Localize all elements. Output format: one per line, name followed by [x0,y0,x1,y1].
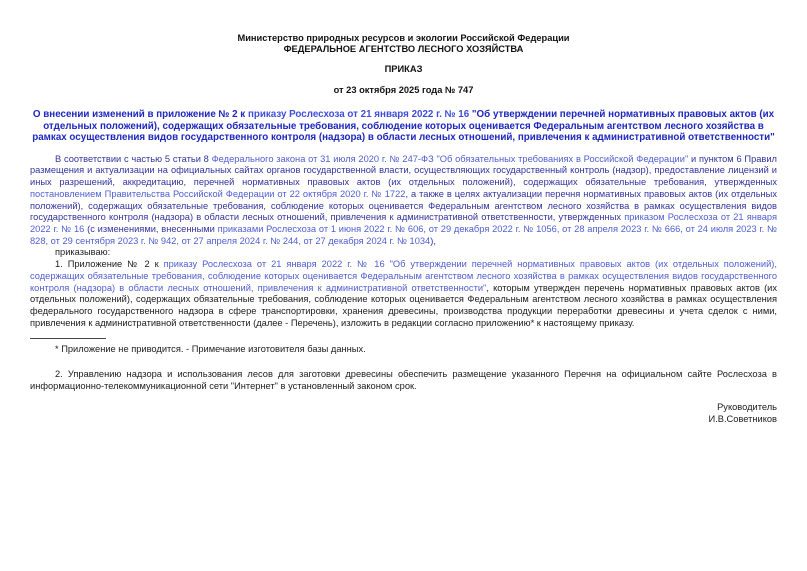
signature-position: Руководитель [717,402,777,413]
text-segment: приказываю: [55,247,111,258]
text-segment: Правил размещения и актуализации на официальных сайтах органов государственной власти, осуществляющих государственный контроль (надзор), предоставление лицензий и иных разрешений, аккредитацию, перечней нормативных правовых актов (их отдельных положений), содержащих обязательные требования, утвержденных [30,153,777,188]
text-segment: , а также в целях актуализации перечня нормативных правовых актов (их отдельных положений), содержащих обязательные требования, соблюдение которых оценивается Федеральным агентством лесного хозяйства в рамках осуществления видов государственного контроля (надзора) в области лесных отношений, привлечения к административной ответственности, утвержденных [30,188,778,223]
document-link[interactable]: приказу Рослесхоза от 21 января 2022 г. № 16 "Об утверждении перечней нормативных правовых актов (их отдельных положений), содержащих обязательные требования, соблюдение которых оценивается Федеральным агентством лесного хозяйства в рамках осуществления видов государственного контроля (надзора) в области лесных отношений, привлечения к административной ответственности" [30,259,777,293]
text-segment: 1. Приложение № 2 к [55,259,164,270]
text-segment: В соответствии с частью 5 статьи 8 [55,153,212,164]
ministry-name: Министерство природных ресурсов и экологии Российской Федерации [237,33,570,43]
text-segment: и пунктом 6 [688,153,745,164]
text-segment: 2. Управлению надзора и использования лесов для заготовки древесины обеспечить размещение указанного Перечня на официальном сайте Рослесхоза в информационно-телекоммуникационной сети "Интернет" в установленный законом срок. [30,369,777,391]
preamble-paragraph [30,154,777,248]
document-header [30,33,777,95]
text-segment: (с изменениями, внесенными [84,224,218,234]
document-link[interactable]: приказами Рослесхоза от 1 июня 2022 г. № 606, от 29 декабря 2022 г. № 1056, от 28 апреля 2023 г. № 666, от 24 июля 2023 г. № 828, от 29 сентября 2023 г. № 942, от 27 апреля 2024 г. № 244, от 27 декабря 2024 г. № 1034 [30,224,777,246]
document-date-number: от 23 октября 2025 года № 747 [333,84,474,95]
decree-word [30,247,777,259]
document-link[interactable]: Федерального закона от 31 июля 2020 г. № 247-ФЗ "Об обязательных требованиях в Российской Федерации" [211,153,689,164]
item-1-paragraph [30,259,777,329]
document-link[interactable]: приказом Рослесхоза от 21 января 2022 г. № 16 [30,212,778,234]
signature-block [30,402,777,425]
text-segment: "Об утверждении перечней нормативных правовых актов (их отдельных положений), содержащих обязательные требования, соблюдение которых оценивается Федеральным агентством лесного хозяйства в рамках осуществления видов государственного контроля (надзора) в области лесных отношений, привлечения к административной ответственности" [32,109,775,144]
text-segment: , которым утвержден перечень нормативных правовых актов (их отдельных положений), содержащих обязательные требования, соблюдение которых оценивается Федеральным агентством лесного хозяйства в рамках осуществления федерального государственного надзора в сфере транспортировки, хранения древесины, производства продукции переработки древесины и учета сделок с ними, привлечения к административной ответственности (далее - Перечень), изложить в редакции согласно приложению* к настоящему приказу. [30,282,778,328]
text-segment: ), [430,235,436,246]
document-link[interactable]: приказу Рослесхоза от 21 января 2022 г. № 16 [247,109,470,120]
document-link[interactable]: постановлением Правительства Российской Федерации от 22 октября 2020 г. № 1722 [30,188,406,199]
footnote-divider [30,338,106,339]
agency-name: ФЕДЕРАЛЬНОЕ АГЕНТСТВО ЛЕСНОГО ХОЗЯЙСТВА [283,43,524,54]
signature-name: И.В.Советников [708,414,777,425]
footnote-text: * Приложение не приводится. - Примечание изготовителя базы данных. [55,344,366,355]
document-title [30,109,777,144]
document-type: ПРИКАЗ [384,64,423,74]
item-2-paragraph [30,369,777,392]
document-body [30,154,777,426]
text-segment: О внесении изменений в приложение № 2 к [32,109,248,120]
